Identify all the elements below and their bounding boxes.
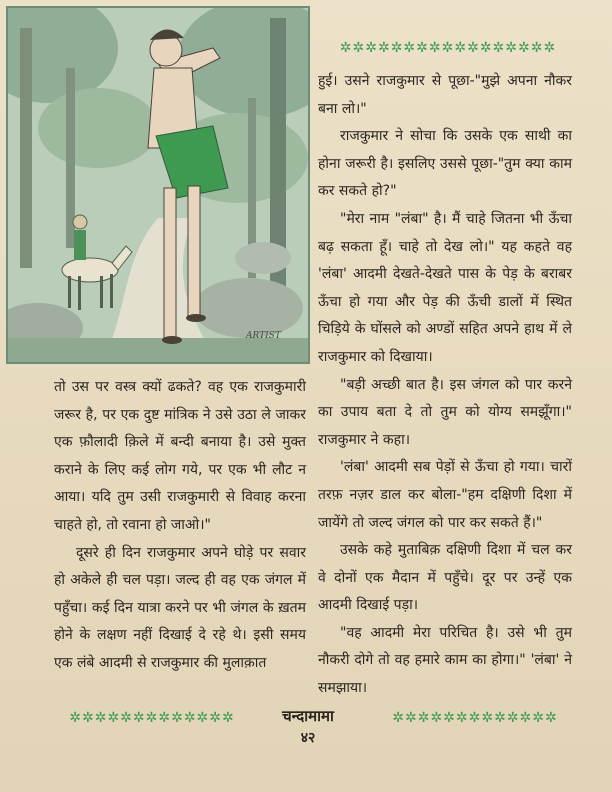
magazine-title: चन्दामामा	[282, 707, 334, 725]
ornament-border-top: ✲✲✲✲✲✲✲✲✲✲✲✲✲✲✲✲✲	[339, 40, 557, 56]
paragraph: "मेरा नाम "लंबा" है। मैं चाहे जितना भी ऊँचा बढ़ सकता हूँ। चाहे तो देख लो।" यह कहते वह 'लंबा' आदमी देखते-देखते पास के पेड़ के बराबर ऊँचा हो गया और पेड़ की ऊँची डालों में स्थित चिड़िये के घोंसले को अण्डों सहित अपने हाथ में ले राजकुमार को दिखाया।	[318, 210, 572, 365]
paragraph: उसके कहे मुताबिक़ दक्षिणी दिशा में चल कर वे दोनों एक मैदान में पहुँचे। दूर पर उन्हें एक आदमी दिखाई पड़ा।	[318, 542, 572, 614]
ornament-border-bottom-left: ✲✲✲✲✲✲✲✲✲✲✲✲✲	[69, 710, 235, 726]
paragraph: "बड़ी अच्छी बात है। इस जंगल को पार करने का उपाय बता दे तो तुम को योग्य समझूँगा।" राजकुमार ने कहा।	[318, 376, 572, 448]
story-illustration	[6, 6, 310, 364]
forest-scene-image	[8, 8, 308, 362]
paragraph: तो उस पर वस्त्र क्यों ढकते? वह एक राजकुमारी जरूर है, पर एक दुष्ट मांत्रिक ने उसे उठा ले जाकर एक फ़ौलादी क़िले में बन्दी बनाया है। उसे मुक्त कराने के लिए कई लोग गये, पर एक भी लौट न आया। यदि तुम उसी राजकुमारी से विवाह करना चाहते हो, तो रवाना हो जाओ।"	[54, 379, 306, 533]
left-text-column	[54, 374, 306, 678]
right-text-column	[318, 68, 572, 703]
ornament-border-bottom-right: ✲✲✲✲✲✲✲✲✲✲✲✲✲	[392, 710, 558, 726]
page-number: ४२	[300, 730, 316, 746]
paragraph: दूसरे ही दिन राजकुमार अपने घोड़े पर सवार हो अकेले ही चल पड़ा। जल्द ही वह एक जंगल में पहुँचा। कई दिन यात्रा करने पर भी जंगल के ख़तम होने के लक्षण नहीं दिखाई दे रहे थे। इसी समय एक लंबे आदमी से राजकुमार की मुलाक़ात	[54, 544, 306, 671]
paragraph: 'लंबा' आदमी सब पेड़ों से ऊँचा हो गया। चारों तरफ़ नज़र डाल कर बोला-"हम दक्षिणी दिशा में जायेंगे तो जल्द जंगल को पार कर सकते हैं।"	[318, 459, 572, 531]
paragraph: "वह आदमी मेरा परिचित है। उसे भी तुम नौकरी दोगे तो वह हमारे काम का होगा।" 'लंबा' ने समझाया।	[318, 624, 572, 697]
paragraph: हुई। उसने राजकुमार से पूछा-"मुझे अपना नौकर बना लो।"	[318, 73, 572, 117]
artist-signature: ARTIST	[246, 331, 281, 341]
paragraph: राजकुमार ने सोचा कि उसके एक साथी का होना जरूरी है। इसलिए उससे पूछा-"तुम क्या काम कर सकते हो?"	[318, 128, 572, 200]
